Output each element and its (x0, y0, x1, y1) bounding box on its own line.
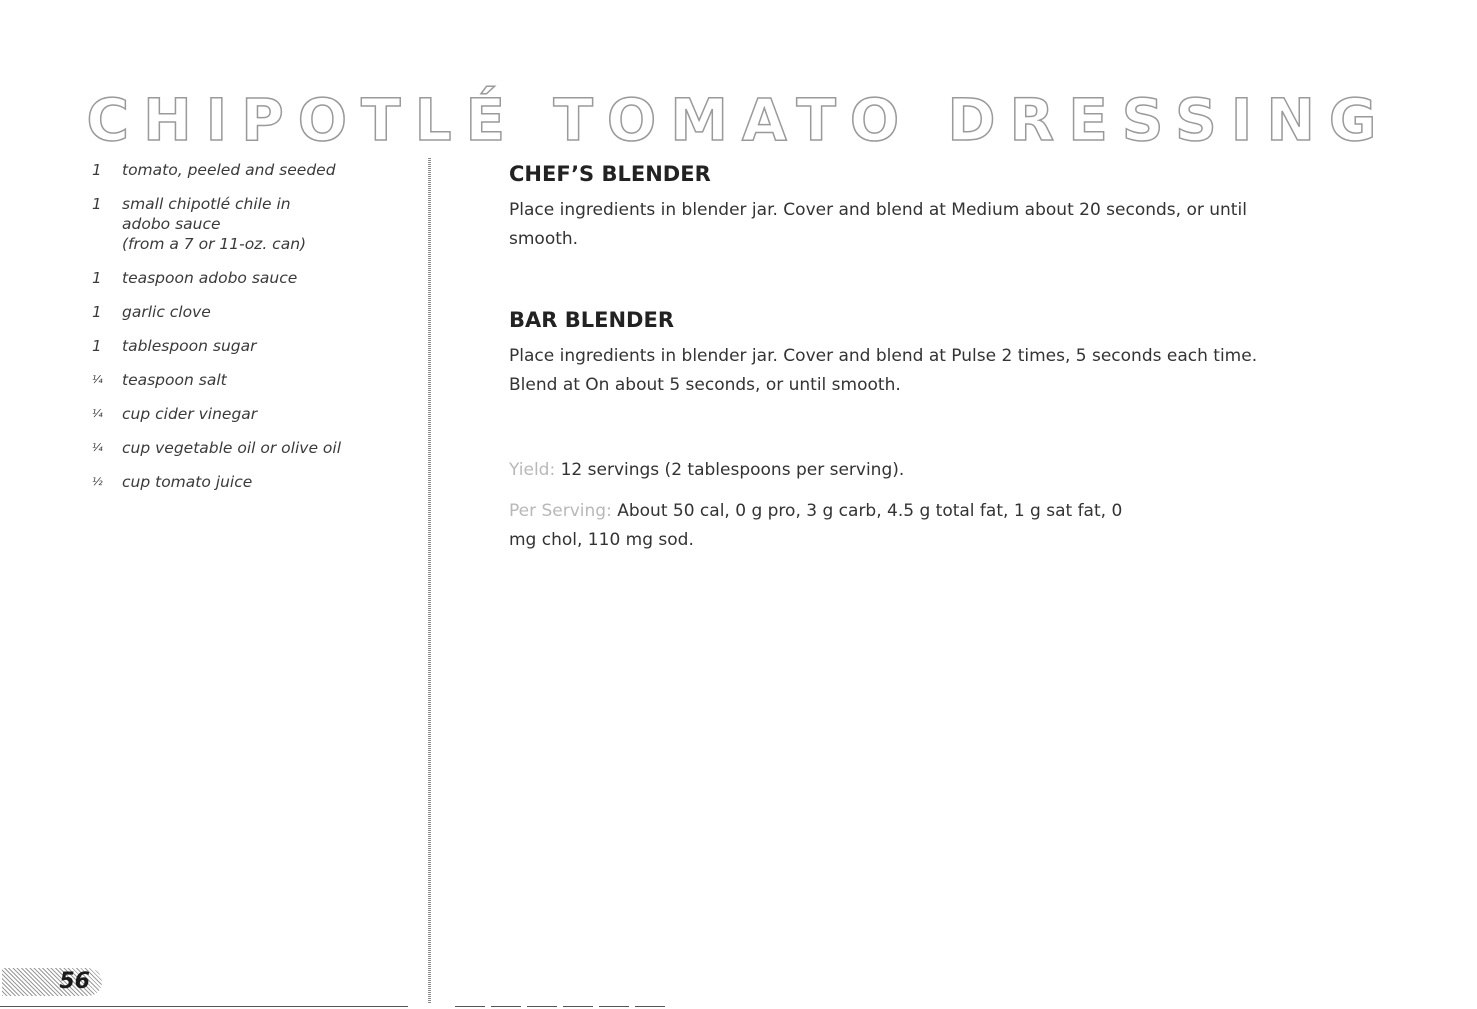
ingredient-item (92, 472, 412, 492)
bottom-rule (0, 1006, 408, 1007)
nutrition-notes (509, 456, 1439, 555)
ingredient-text: teaspoon salt (122, 371, 227, 389)
ingredient-text: small chipotlé chile in adobo sauce (from a 7 or 11-oz. can) (122, 195, 307, 253)
bar-blender-instructions: Place ingredients in blender jar. Cover and blend at Pulse 2 times, 5 seconds each time. Blend at On about 5 seconds, or until smooth. (509, 346, 1258, 395)
chefs-blender-heading: CHEF’S BLENDER (509, 162, 711, 186)
ingredient-item (92, 336, 412, 356)
ingredient-text: cup vegetable oil or olive oil (122, 439, 342, 457)
ingredient-item (92, 302, 412, 322)
ingredient-quantity: ¼ (92, 441, 103, 454)
bar-blender-section (509, 306, 1439, 400)
instructions (509, 160, 1439, 567)
ingredient-item (92, 194, 412, 254)
per-serving-value: About 50 cal, 0 g pro, 3 g carb, 4.5 g total fat, 1 g sat fat, 0 mg chol, 110 mg sod. (509, 501, 1123, 550)
ingredient-text: tomato, peeled and seeded (122, 161, 336, 179)
chefs-blender-instructions: Place ingredients in blender jar. Cover and blend at Medium about 20 seconds, or until smooth. (509, 200, 1247, 249)
ingredient-quantity: ¼ (92, 407, 103, 420)
ingredient-item (92, 438, 412, 458)
ingredient-quantity: 1 (92, 303, 102, 321)
column-divider (428, 158, 431, 1003)
yield-line (509, 456, 1439, 485)
chefs-blender-section (509, 160, 1439, 254)
ingredient-quantity: 1 (92, 337, 102, 355)
ingredient-text: cup cider vinegar (122, 405, 258, 423)
ingredient-item (92, 404, 412, 424)
ingredient-text: teaspoon adobo sauce (122, 269, 298, 287)
per-serving-line (509, 497, 1149, 555)
ingredient-item (92, 268, 412, 288)
bottom-rule-marks (455, 1006, 665, 1007)
ingredient-quantity: 1 (92, 195, 102, 213)
ingredient-quantity: 1 (92, 269, 102, 287)
yield-label: Yield: (509, 460, 556, 480)
ingredient-text: cup tomato juice (122, 473, 253, 491)
per-serving-label: Per Serving: (509, 501, 612, 521)
ingredient-text: garlic clove (122, 303, 211, 321)
page-number: 56 (2, 968, 102, 996)
ingredient-list (92, 160, 412, 506)
yield-value: 12 servings (2 tablespoons per serving). (560, 460, 905, 480)
ingredient-item (92, 160, 412, 180)
page-title: CHIPOTLÉ TOMATO DRESSING (86, 85, 1391, 154)
ingredient-quantity: ½ (92, 475, 103, 488)
ingredient-quantity: ¼ (92, 373, 103, 386)
bar-blender-heading: BAR BLENDER (509, 308, 674, 332)
ingredient-text: tablespoon sugar (122, 337, 257, 355)
ingredient-quantity: 1 (92, 161, 102, 179)
ingredient-item (92, 370, 412, 390)
